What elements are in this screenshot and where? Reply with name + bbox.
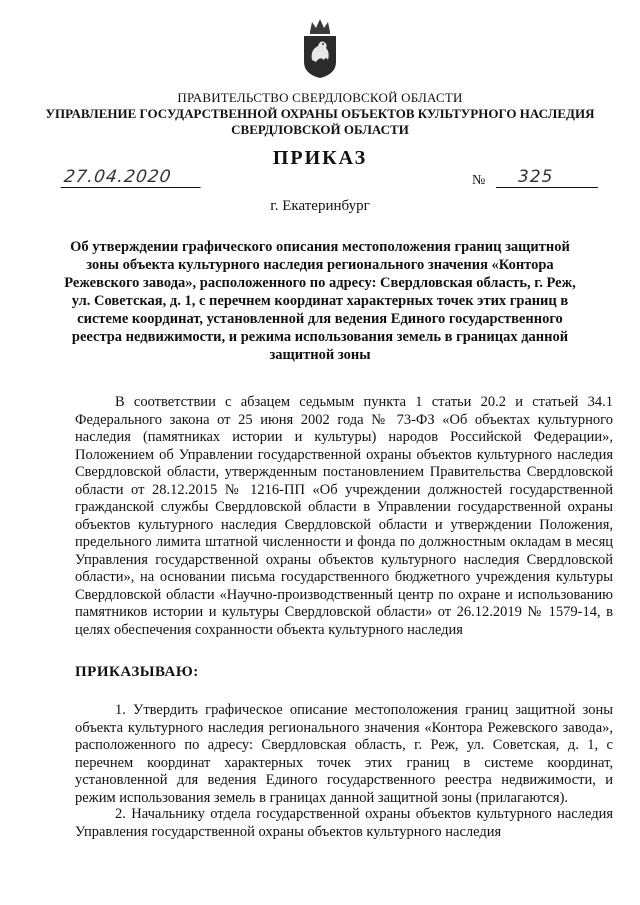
order-subject: Об утверждении графического описания местоположения границ защитной зоны объекта культурного наследия регионального значения «Контора Режевского завода», расположенного по адресу: Свердловская область, г. Реж, ул. Советская, д. 1, с перечнем координат характерных точек этих границ в системе координат, установленной для ведения Единого государственного реестра недвижимости, и режима использования земель в границах данной защитной зоны xyxy=(64,239,576,363)
preamble-paragraph xyxy=(75,394,613,639)
item-2-text: 2. Начальнику отдела государственной охраны объектов культурного наследия Управления государственной охраны объектов культурного наследия xyxy=(75,806,613,840)
preamble-text: В соответствии с абзацем седьмым пункта 1 статьи 20.2 и статьей 34.1 Федерального закона от 25 июня 2002 года № 73-ФЗ «Об объектах культурного наследия (памятниках истории и культуры) народов Российской Федерации», Положением об Управлении государственной охраны объектов культурного наследия Свердловской области, утвержденным постановлением Правительства Свердловской области от 28.12.2015 № 1216-ПП «Об учреждении должностей государственной гражданской службы Свердловской области в Управлении государственной охраны объектов культурного наследия Свердловской области и утверждении Положения, предельного лимита штатной численности и фонда по должностным окладам в месяц Управления государственной охраны объектов культурного наследия Свердловской области», на основании письма государственного бюджетного учреждения культуры Свердловской области «Научно-производственный центр по охране и использованию памятников истории и культуры Свердловской области» от 26.12.2019 № 1579-14, в целях обеспечения сохранности объекта культурного наследия xyxy=(75,394,613,638)
document-title: ПРИКАЗ xyxy=(272,147,368,169)
order-number-label: № xyxy=(472,173,486,188)
item-1-text: 1. Утвердить графическое описание местоположения границ защитной зоны объекта культурного наследия регионального значения «Контора Режевского завода», расположенного по адресу: Свердловская область, г. Реж, ул. Советская, д. 1, с перечнем координат характерных точек этих границ в системе координат, установленной для ведения Единого государственного реестра недвижимости, и режим использования земель в границах данной защитной зоны (прилагаются). xyxy=(75,702,613,806)
department-name: УПРАВЛЕНИЕ ГОСУДАРСТВЕННОЙ ОХРАНЫ ОБЪЕКТОВ КУЛЬТУРНОГО НАСЛЕДИЯ СВЕРДЛОВСКОЙ ОБЛАСТИ xyxy=(45,106,595,137)
city: г. Екатеринбург xyxy=(270,198,370,214)
government-name: ПРАВИТЕЛЬСТВО СВЕРДЛОВСКОЙ ОБЛАСТИ xyxy=(177,90,463,105)
item-1-paragraph xyxy=(75,702,613,807)
item-2-paragraph xyxy=(75,806,613,841)
order-date: 27.04.2020 xyxy=(61,167,204,188)
coat-of-arms-icon xyxy=(300,16,340,80)
order-word: ПРИКАЗЫВАЮ: xyxy=(75,664,199,680)
order-number: 325 xyxy=(496,167,598,188)
